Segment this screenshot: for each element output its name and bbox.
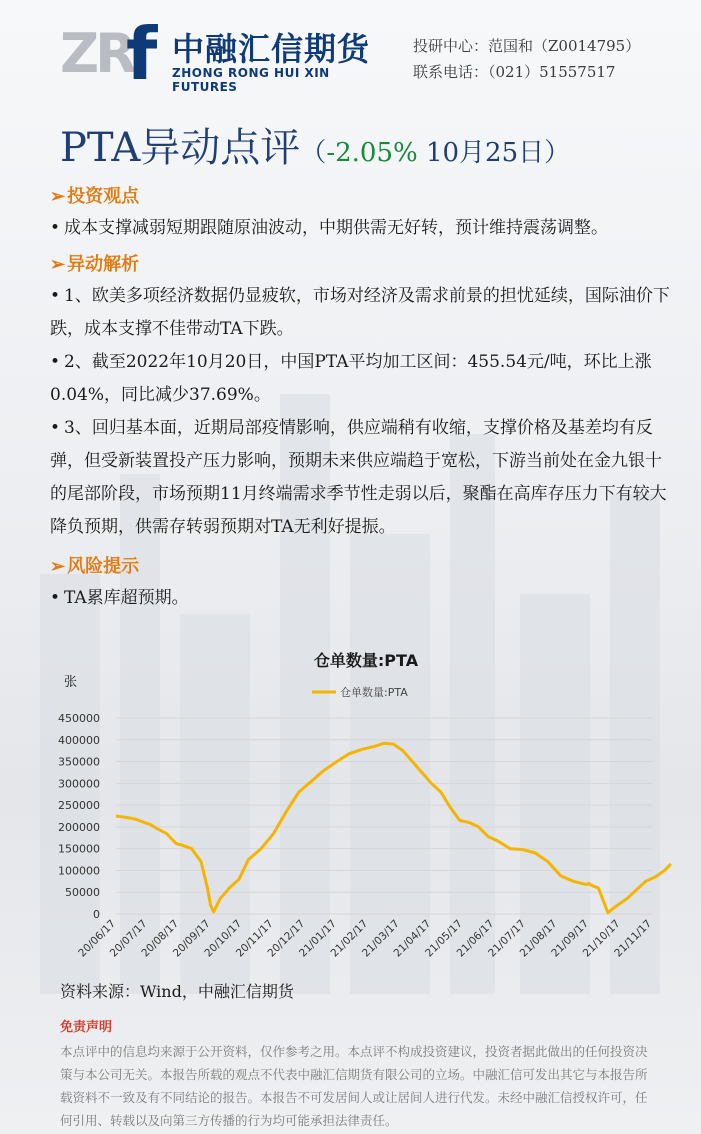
y-tick-label: 450000	[58, 712, 100, 725]
analysis-point-1	[50, 280, 670, 346]
title-close-paren: ）	[544, 138, 571, 168]
view-paragraph	[50, 212, 670, 245]
section-title: 异动解析	[67, 254, 140, 275]
y-tick-label: 400000	[58, 733, 100, 747]
x-tick-label: 21/07/17	[486, 917, 529, 960]
legend-label: 仓单数量:PTA	[340, 686, 408, 699]
x-tick-label: 21/03/17	[360, 917, 402, 960]
contact-info	[413, 33, 640, 85]
data-source: 资料来源：Wind，中融汇信期货	[60, 982, 294, 1001]
contact-phone: 联系电话：（021）51557517	[413, 63, 616, 81]
y-axis-label: 张	[64, 675, 78, 690]
contact-analyst: 投研中心：范国和（Z0014795）	[413, 37, 641, 55]
y-tick-label: 100000	[58, 864, 100, 878]
x-tick-label: 21/06/17	[454, 917, 497, 960]
x-tick-label: 20/09/17	[170, 917, 213, 960]
view-text: 成本支撑减弱短期跟随原油波动，中期供需无好转，预计维持震荡调整。	[64, 218, 608, 238]
arrow-icon: ➢	[50, 556, 66, 577]
x-tick-label: 20/07/17	[107, 917, 150, 960]
x-tick-label: 21/09/17	[549, 917, 592, 960]
analysis-text: 2、截至2022年10月20日，中国PTA平均加工区间：455.54元/吨，环比上涨0.04%，同比减少37.69%。	[50, 352, 652, 405]
x-tick-label: 21/02/17	[328, 917, 371, 960]
analysis-text: 1、欧美多项经济数据仍显疲软，市场对经济及需求前景的担忧延续，国际油价下跌，成本支撑不佳带动TA下跌。	[50, 286, 670, 339]
chart-svg	[56, 640, 676, 980]
title-main: PTA异动点评	[60, 125, 301, 171]
y-tick-label: 200000	[58, 820, 100, 834]
analysis-text: 3、回归基本面，近期局部疫情影响，供应端稍有收缩，支撑价格及基差均有反弹，但受新装置投产压力影响，预期未来供应端趋于宽松，下游当前处在金九银十的尾部阶段，市场预期11月终端需求季节性走弱以后，聚酯在高库存压力下有较大降负预期，供需存转弱预期对TA无利好提振。	[50, 418, 667, 537]
section-analysis	[50, 250, 139, 276]
bullet-icon: •	[50, 218, 61, 238]
y-tick-label: 50000	[65, 886, 100, 900]
y-tick-label: 300000	[58, 777, 100, 791]
section-title: 投资观点	[67, 186, 140, 207]
x-tick-label: 20/10/17	[202, 917, 245, 960]
arrow-icon: ➢	[50, 254, 66, 275]
x-tick-label: 20/08/17	[139, 917, 182, 960]
chart-title: 仓单数量:PTA	[313, 651, 419, 670]
title-change: -2.05%	[326, 138, 418, 168]
bullet-icon: •	[50, 588, 61, 608]
disclaimer-text: 本点评中的信息均来源于公开资料，仅作参考之用。本点评不构成投资建议，投资者据此做出的任何投资决策与本公司无关。本报告所载的观点不代表中融汇信期货有限公司的立场。中融汇信可发出其它与本报告所载资料不一致及有不同结论的报告。本报告不可发居间人或让居间人进行代发。未经中融汇信授权许可，任何引用、转载以及向第三方传播的行为均可能承担法律责任。	[60, 1044, 648, 1128]
x-tick-label: 21/10/17	[580, 917, 623, 960]
analysis-point-3	[50, 412, 670, 544]
logo-chinese-name: 中融汇信期货	[172, 30, 371, 68]
section-risk	[50, 552, 139, 578]
x-tick-label: 21/08/17	[517, 917, 560, 960]
section-title: 风险提示	[67, 556, 140, 577]
risk-paragraph	[50, 582, 670, 615]
x-tick-label: 21/11/17	[612, 917, 655, 960]
y-tick-label: 250000	[58, 799, 100, 813]
risk-text: TA累库超预期。	[64, 588, 189, 608]
series-line	[116, 743, 671, 912]
header	[0, 0, 701, 100]
x-tick-label: 21/05/17	[423, 917, 465, 960]
logo-english-name: ZHONG RONG HUI XIN FUTURES	[172, 66, 330, 94]
x-tick-label: 20/12/17	[265, 917, 308, 960]
title-open-paren: （	[300, 138, 327, 168]
x-tick-label: 20/06/17	[76, 917, 119, 960]
title-date: 10月25日	[417, 138, 545, 168]
bullet-icon: •	[50, 418, 61, 438]
page-title	[60, 116, 570, 173]
y-tick-label: 0	[93, 908, 100, 921]
logo-f-mark: f	[126, 12, 158, 96]
bullet-icon: •	[50, 352, 61, 372]
disclaimer-title: 免责声明	[60, 1020, 113, 1035]
arrow-icon: ➢	[50, 186, 66, 207]
section-investment-view	[50, 182, 139, 208]
y-tick-label: 350000	[58, 755, 100, 769]
warehouse-receipt-chart	[56, 640, 676, 980]
analysis-point-2	[50, 346, 670, 412]
y-tick-label: 150000	[58, 842, 100, 856]
x-tick-label: 20/11/17	[233, 917, 276, 960]
logo-zr-mark: ZR	[60, 22, 133, 85]
bullet-icon: •	[50, 286, 61, 306]
x-tick-label: 21/01/17	[296, 917, 339, 960]
company-logo	[60, 12, 380, 96]
x-tick-label: 21/04/17	[391, 917, 434, 960]
